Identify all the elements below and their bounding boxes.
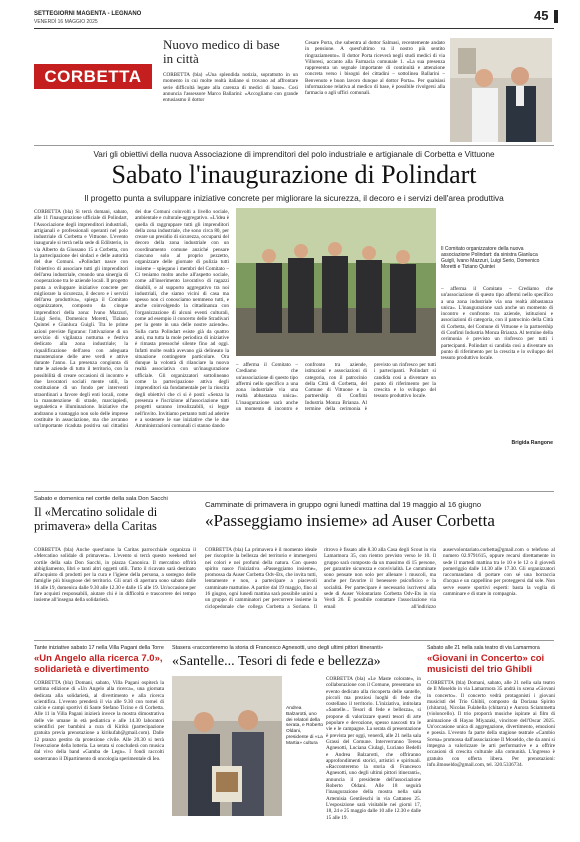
santelle-photo <box>172 676 282 816</box>
angelo-title: «Un Angelo alla ricerca 7.0», solidarietà e divertimento <box>34 653 163 675</box>
mercatino-kicker: Sabato e domenica nel cortile della sala Don Sacchi <box>34 496 168 502</box>
concerto-text: CORBETTA (bla) Domani, sabato, alle 21 nella sala teatro de Il Moseldo in via Lamarmora 35 andrà in scena «Giovani in concerto». Il concerto vedrà protagonisti i giovani musicisti del Trio Ghibli, composto da Doriana Spirito (chitarra), Nicolas Fulabella (chitarra) e Aurora Sciammetta (violoncello). Il trio proporrà musiche ispirate ai film di animazione di Hayao Miyazaki, vincitore dell'Oscar 2025. Un'occasione unica di aggregazione, divertimento, emozioni e poesia. L'evento fa parte della stagione teatrale «Cambio Scena» promossa dall'associazione Il Moseldo, che da anni si impegna a valorizzare le arti performative e a offrire occasioni di crescita culturale alla comunità. L'ingresso è gratuito con offerta libera. Per prenotazioni: info.ilmoseldo@gmail.com, tel. 320.5336734. <box>427 680 555 768</box>
issue-date: VENERDÌ 16 MAGGIO 2025 <box>34 19 98 25</box>
auser-kicker: Camminate di primavera in gruppo ogni lunedì mattina dal 19 maggio al 16 giugno <box>205 500 482 509</box>
polindart-text-right: – afferma il Comitato – Crediamo che un'associazione di questo tipo affermi nello specifico a una zona industriale via una realtà abbastanza unica». L'inaugurazione sarà anche un momento di incontro e confronto tra aziende, istituzioni e associazioni di categoria, con il patrocinio della Città di Corbetta, del Comune di Vittuone e la partnership di Confimi Industria Monza Brianza. Al termine della cerimonia è previsto un rinfresco per tutti i partecipanti. Polindart si candida così a diventare un punto di riferimento per la crescita e lo sviluppo del tessuto produttivo locale. <box>441 286 553 362</box>
concerto-kicker: Sabato alle 21 nella sala teatro di via Lamarmora <box>427 645 540 651</box>
article-medico-text-a: CORBETTA (bla) «Una splendida notizia, soprattutto in un momento in cui molte realtà italiane si trovano ad affrontare serie difficoltà legate alla carenza di medici di base». Così annuncia l'assessore Marco Ballarini: «Accogliamo con grande entusiasmo il dottor <box>163 72 298 104</box>
polindart-subtitle: Il progetto punta a sviluppare iniziative concrete per migliorare la sicurezza, il decoro e i servizi dell'area produttiva <box>84 193 504 203</box>
polindart-text-bottom-content: – afferma il Comitato – Crediamo che un'associazione di questo tipo affermi nello specifico a una zona industriale via una realtà abbastanza unica». L'inaugurazione sarà anche un momento di incontro e confronto tra aziende, istituzioni e associazioni di categoria, con il patrocinio della Città di Corbetta, del Comune di Vittuone e la partnership di Confimi Industria Monza Brianza. Al termine della cerimonia è previsto un rinfresco per tutti i partecipanti. Polindart si candida così a diventare un punto di riferimento per la crescita e lo sviluppo del tessuto produttivo locale. <box>236 362 436 413</box>
polindart-text-bottom <box>236 362 436 486</box>
divider-2 <box>34 491 554 492</box>
angelo-kicker: Tante iniziative sabato 17 nella Villa Pagani della Torre <box>34 645 164 651</box>
polindart-kicker: Vari gli obiettivi della nuova Associazione di imprenditori del polo industriale e artigianale di Corbetta e Vittuone <box>93 150 495 159</box>
polindart-author: Brigida Rangone <box>511 440 553 446</box>
angelo-text: CORBETTA (bla) Domani, sabato, Villa Pagani ospiterà la settima edizione di «Un Angelo alla ricerca», una giornata dedicata alla solidarietà, al divertimento e alla ricerca scientifica. L'evento prenderà il via alle 9.30 con tornei di calcio e campi sportivi di Sante Stefano Ticino e di Corbetta. Alle 11 in Villa Pagani inizierà invece la mostra dimostrativa delle vie umane in età pediatrica e alle 14.30 laboratori scientifici per bambini a cura di Kirikù (partecipazione gratuita previa prenotazione a kirikufab@gmail.com). Dalle 12 pranzo gestito da protezione civile. Alle 20.30 si terrà l'esecuzione della lotteria. La serata si concluderà con musica dal vivo della band «Gamba de Legn». I fondi raccolti sosterranno il Dipartimento di oncologia sperimentale di Ieo. <box>34 680 164 762</box>
newspaper-name: SETTEGIORNI MAGENTA - LEGNANO <box>34 11 142 17</box>
page-number-bar <box>554 10 558 23</box>
auser-title: «Passeggiamo insieme» ad Auser Corbetta <box>205 511 495 530</box>
concerto-title: «Giovani in Concerto» coi musicisti del trio Ghibli <box>427 653 545 675</box>
divider-3 <box>34 640 554 641</box>
auser-text: CORBETTA (bla) La primavera è il momento ideale per riscoprire la bellezza del territorio e immergersi nei colori e nei profumi della natura. Con questo spirito nasce l'iniziativa «Passeggiamo insieme», promossa da Auser Corbetta Odv-Ets, che invita tutti, lentamente e non, a partecipare a piacevoli camminate mattutine. A partire dal 19 maggio, fino al 16 giugno, ogni lunedì mattina sarà possibile unirsi a un gruppo di camminatori per percorrere insieme la ciclopedonale che collega Corbetta a Soriano. Il ritrovo è fissato alle 8.30 alla Casa degli Scout in via Lamarmora 35, con rientro previsto verso le 10. Il gruppo sarà composto da un massimo di 15 persone, per garantire sicurezza e convivialità. Le camminate sono pensate non solo per allenare i muscoli, ma anche per favorire il benessere psicofisico e la socialità. Per partecipare è necessario iscriversi alla sede di Auser Volontariato Corbetta Odv-Ets in via Verdi 26. È possibile contattare l'associazione via email all'indirizzo auservolontariato.corbetta@gmail.com o telefono al numero 02.9791615, oppure recarsi direttamente in sede il martedì mattina tra le 10 e le 12 o il giovedì pomeriggio dalle 14.30 alle 17.30. Gli organizzatori raccomandano di portare con sé una borraccia d'acqua e un cappellino per proteggersi dal sole. Non serve essere sportivi esperti: basta la voglia di camminare e di stare in compagnia. <box>205 547 555 610</box>
page-header <box>14 8 569 28</box>
doctor-photo <box>450 38 552 142</box>
divider-1 <box>34 145 554 146</box>
santelle-text: CORBETTA (bla) «Le Maste colorate», in collaborazione con il Comune, presentano un evento dedicato alla riscoperta delle santelle, piccoli ma preziosi luoghi di fede che costellano il territorio. L'iniziativa, intitolata «Santelle... Tesori di fede e bellezza», si propone di valorizzare questi tesori di arte popolare e devozione, spesso nascosti tra le vie e le campagne. La serata di presentazione è prevista per oggi, venerdì, alle 21 nella sala Grassi del Comune. Interverranno Teresa Agnesotti, Luciana Ciulagi, Luciano Bedelli e Andrea Balzarotti, che offriranno approfondimenti storici, artistici e spirituali. «Racconteremo la storia di Francesco Agnesotti, uno degli ultimi pittori itineranti», annuncia il presidente dell'associazione Roberto Oldani. Alle 18 seguirà l'inaugurazione della mostra nella sala Artemisia Gentileschi in via Cattaneo 25. L'esposizione sarà visitabile nei giorni 17, 18, 24 e 25 maggio dalle 10 alle 12.30 e dalle 15 alle 19. <box>326 676 421 821</box>
polindart-title: Sabato l'inaugurazione di Polindart <box>111 160 477 189</box>
santelle-photo-caption: Andrea Balzarotti, uno dei relatori della serata, e Roberto Oldani, presidente di «La Martia» cultura <box>286 706 324 746</box>
header-rule <box>34 28 554 29</box>
mercatino-title: Il «Mercatino solidale di primavera» della Caritas <box>34 505 158 533</box>
article-medico-text-b: Cesare Porta, che subentra al dottor Salmasi, recentemente andato in pensione. A quest'ultimo va il nostro più sentito ringraziamento». Il dottor Porta riceverà negli studi medici di via Villoresi, accanto alla Farmacia comunale 1. «La sua presenza rappresenta un segnale importante di continuità e attenzione concreta verso i bisogni dei cittadini – sottolinea Ballarini – Benvenuto e buon lavoro dunque al dottor Porta». Per qualsiasi informazione relativa al medico di base, è possibile rivolgersi alla farmacia o agli uffici comunali. <box>305 40 445 97</box>
page-number: 45 <box>534 8 549 23</box>
santelle-title: «Santelle... Tesori di fede e bellezza» <box>172 654 381 669</box>
mercatino-text: CORBETTA (bla) Anche quest'anno la Caritas parrocchiale organizza il «Mercatino solidale di primavera». L'evento si terrà questo weekend nel cortile della sala Don Sacchi, in piazza Canonica. Il mercatino offrirà abbigliamento, libri e tanti altri oggetti utili. Tutto il ricavato sarà destinato all'acquisto di prodotti per la cura e l'igiene della persona, a sostegno delle famiglie più bisognose del territorio. Gli orari di apertura sono sabato dalle 16 alle 19, domenica dalle 9.30 alle 12.30 e dalle 15 alle 19. Un'occasione per fare acquisti responsabili, aiutare chi è in difficoltà e trascorrere dei tempo insieme all'insegna della solidarietà. <box>34 547 196 604</box>
polindart-photo-caption: Il Comitato organizzatore della nuova associazione Polindart: da sinistra Gianluca Guigli, Ivano Mazzuri, Luigi Serio, Domenico Moretti e Tiziano Quintei <box>441 246 540 270</box>
section-label: CORBETTA <box>34 64 152 89</box>
polindart-text-top: CORBETTA (bla) Si terrà domani, sabato, alle 11 l'inaugurazione ufficiale di Polindart, l'Associazione degli imprenditori industriali, artigianali e professionali operanti nel polo industriale di Corbetta e Vittuone. L'evento inaugurale si terrà nella sede di Edilsterio, in via Alberto da Giussano 15 a Corbetta, con la partecipazione dei sindaci e delle autorità del due Comuni. «Polindart nasce con l'obiettivo di associare tutti gli imprenditori dell'area industriale, creando una sinergia di cooperazione tra le aziende locali. Il progetto punta a sviluppare iniziative concrete per migliorare la sicurezza, il decoro e i servizi dell'area produttiva», spiega il Comitato organizzatore, composto da cinque imprenditori della zona: Ivano Mazzuri, Luigi Serio, Domenico Moretti, Tiziano Quintei e Gianluca Guigli. Tra le prime azioni previste figurano: l'attivazione di un servizio di vigilanza notturna e festiva dedicato alla zona industriale; la riqualificazione dell'area con adeguata manutenzione delle aree verdi e attive durante l'anno. La presenza congiunta di tutte le aziende di tutto il territorio, con la possibilità di creare occasioni di incontro e due lavoratori sociali mente utili, la costituzione di un fondo per interventi straordinari a favore degli enti locali, come la manutenzione di strade, marciapiedi, segnaletica e illuminazione. Iniziative che andranno a vantaggio non solo delle imprese costituite in associazione, ma che avranno un'importante ricaduta positiva sui cittadini dei due Comuni coinvolti a livello sociale, ambientale e culturale-aggregativo. «L'idea è quella di raggruppare tutti gli imprenditori della zona industriale, che sono circa 80, per creare un presidio di sicurezza, occuparsi del decoro della zona industriale con un coordinamento comune anziché pensare ciascuno solo al proprio pezzetto, organizzare delle giornate di pulizia tutti insieme – spiegano i membri del Comitato – Ci teniamo molto anche all'aspetto sociale, come all'inserimento lavorativo di ragazzi disabili, e al supporto aggregativo tra noi industriali, che siamo vicini di casa ma spesso non ci conosciamo nemmeno tutti, e anche coinvolgendo la cittadinanza con l'organizzazione di alcuni eventi culturali, come ad esempio il concerto delle Stradivari per la gente in una delle nostre aziende». Sulla carta Polindart esiste già da quattro anni, ma tutta la mole periodica di iniziative è rimasta pressoché silente fino ad oggi. Infatti molte realtà avevano già delineato la situazione contingente particolare. Ora dunque la volontà di rilanciare la nuova realtà associativa con un'inaugurazione ufficiale. Gli organizzatori sottolineano come la partecipazione attiva degli imprenditori sia fondamentale per la riuscita degli obiettivi che ci si è posti: «Senza la presenza e l'iscrizione all'associazione tutti progetti saranno irrealizzabili, si legge nell'invito. Invitiamo pertanto tutti ad aderire e a sostenere le sue iniziative che le due Amministrazioni comunali ci stanno dando <box>34 209 229 430</box>
santelle-kicker: Stasera «racconteremo la storia di Francesco Agnesotti, uno degli ultimi pittori itineranti» <box>172 645 383 651</box>
polindart-group-photo <box>236 208 436 356</box>
article-medico-title: Nuovo medico di base in città <box>163 37 280 66</box>
